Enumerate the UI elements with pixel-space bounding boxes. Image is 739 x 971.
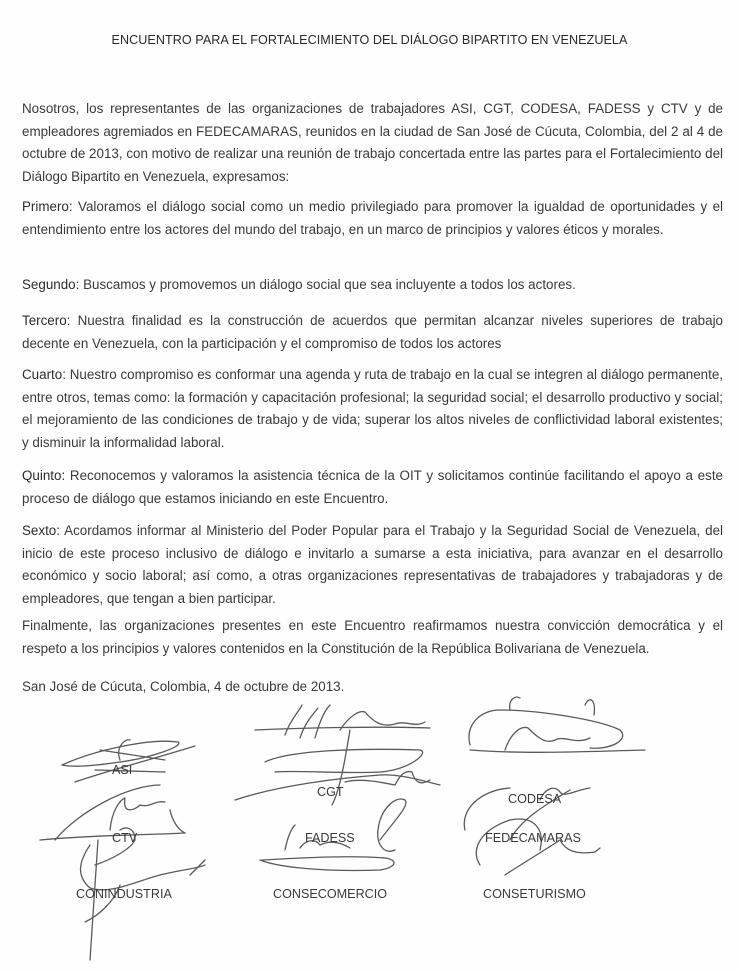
signatory-label-asi: ASI: [112, 763, 133, 777]
paragraph-lead: Cuarto:: [22, 367, 66, 382]
paragraph-primero: [22, 196, 723, 241]
paragraph-intro-text: Nosotros, los representantes de las organizaciones de trabajadores ASI, CGT, CODESA, FADESS y CTV y de empleadores agremiados en FEDECAMARAS, reunidos en la ciudad de San José de Cúcuta, Colombia, del 2 al 4 de octubre de 2013, con motivo de realizar una reunión de trabajo concertada entre las partes para el Fortalecimiento del Diálogo Bipartito en Venezuela, expresamos:: [22, 101, 723, 184]
paragraph-quinto: [22, 465, 723, 510]
signature-block: [0, 690, 739, 971]
paragraph-text: Buscamos y promovemos un diálogo social que sea incluyente a todos los actores.: [79, 277, 576, 292]
signatory-label-codesa: CODESA: [508, 792, 562, 806]
paragraph-text: Nuestra finalidad es la construcción de acuerdos que permitan alcanzar niveles superiores de trabajo decente en Venezuela, con la participación y el compromiso de todos los actores: [22, 313, 723, 351]
paragraph-lead: Tercero:: [22, 313, 71, 328]
paragraph-cuarto: [22, 364, 723, 454]
paragraph-lead: Primero:: [22, 199, 73, 214]
handwritten-signatures-icon: [0, 690, 739, 971]
signatory-label-ctv: CTV: [112, 831, 138, 845]
paragraph-text: Valoramos el diálogo social como un medio privilegiado para promover la igualdad de oportunidades y el entendimiento entre los actores del mundo del trabajo, en un marco de principios y valores éticos y morales.: [22, 199, 723, 237]
signatory-label-cgt: CGT: [317, 785, 344, 799]
paragraph-segundo: [22, 274, 723, 297]
paragraph-final: [22, 615, 723, 660]
paragraph-text: Acordamos informar al Ministerio del Poder Popular para el Trabajo y la Seguridad Social de Venezuela, del inicio de este proceso inclusivo de diálogo e invitarlo a sumarse a esta iniciativa, para avanzar en el desarrollo económico y socio laboral; así como, a otras organizaciones representativas de trabajadores y trabajadoras y de empleadores, que tengan a bien participar.: [22, 523, 723, 606]
paragraph-tercero: [22, 310, 723, 355]
signatory-label-consecomercio: CONSECOMERCIO: [273, 887, 388, 901]
signatory-label-fedecamaras: FEDECAMARAS: [485, 831, 581, 845]
signatory-label-conindustria: CONINDUSTRIA: [76, 887, 172, 901]
paragraph-intro: [22, 98, 723, 188]
paragraph-text: Nuestro compromiso es conformar una agenda y ruta de trabajo en la cual se integren al diálogo permanente, entre otros, temas como: la formación y capacitación profesional; la seguridad social; el desarrollo productivo y social; el mejoramiento de las condiciones de trabajo y de vida; superar los altos niveles de conflictividad laboral existentes; y disminuir la informalidad laboral.: [22, 367, 723, 450]
paragraph-final-text: Finalmente, las organizaciones presentes en este Encuentro reafirmamos nuestra convicción democrática y el respeto a los principios y valores contenidos en la Constitución de la República Bolivariana de Venezuela.: [22, 618, 723, 656]
paragraph-lead: Sexto:: [22, 523, 60, 538]
document-title: ENCUENTRO PARA EL FORTALECIMIENTO DEL DIÁLOGO BIPARTITO EN VENEZUELA: [111, 33, 628, 47]
paragraph-lead: Quinto:: [22, 468, 66, 483]
paragraph-sexto: [22, 520, 723, 610]
signatory-label-conseturismo: CONSETURISMO: [483, 887, 586, 901]
paragraph-lead: Segundo:: [22, 277, 80, 292]
paragraph-text: Reconocemos y valoramos la asistencia técnica de la OIT y solicitamos continúe facilitando el apoyo a este proceso de diálogo que estamos iniciando en este Encuentro.: [22, 468, 723, 506]
signatory-label-fadess: FADESS: [305, 831, 355, 845]
place-and-date-text: San José de Cúcuta, Colombia, 4 de octubre de 2013.: [22, 679, 345, 694]
